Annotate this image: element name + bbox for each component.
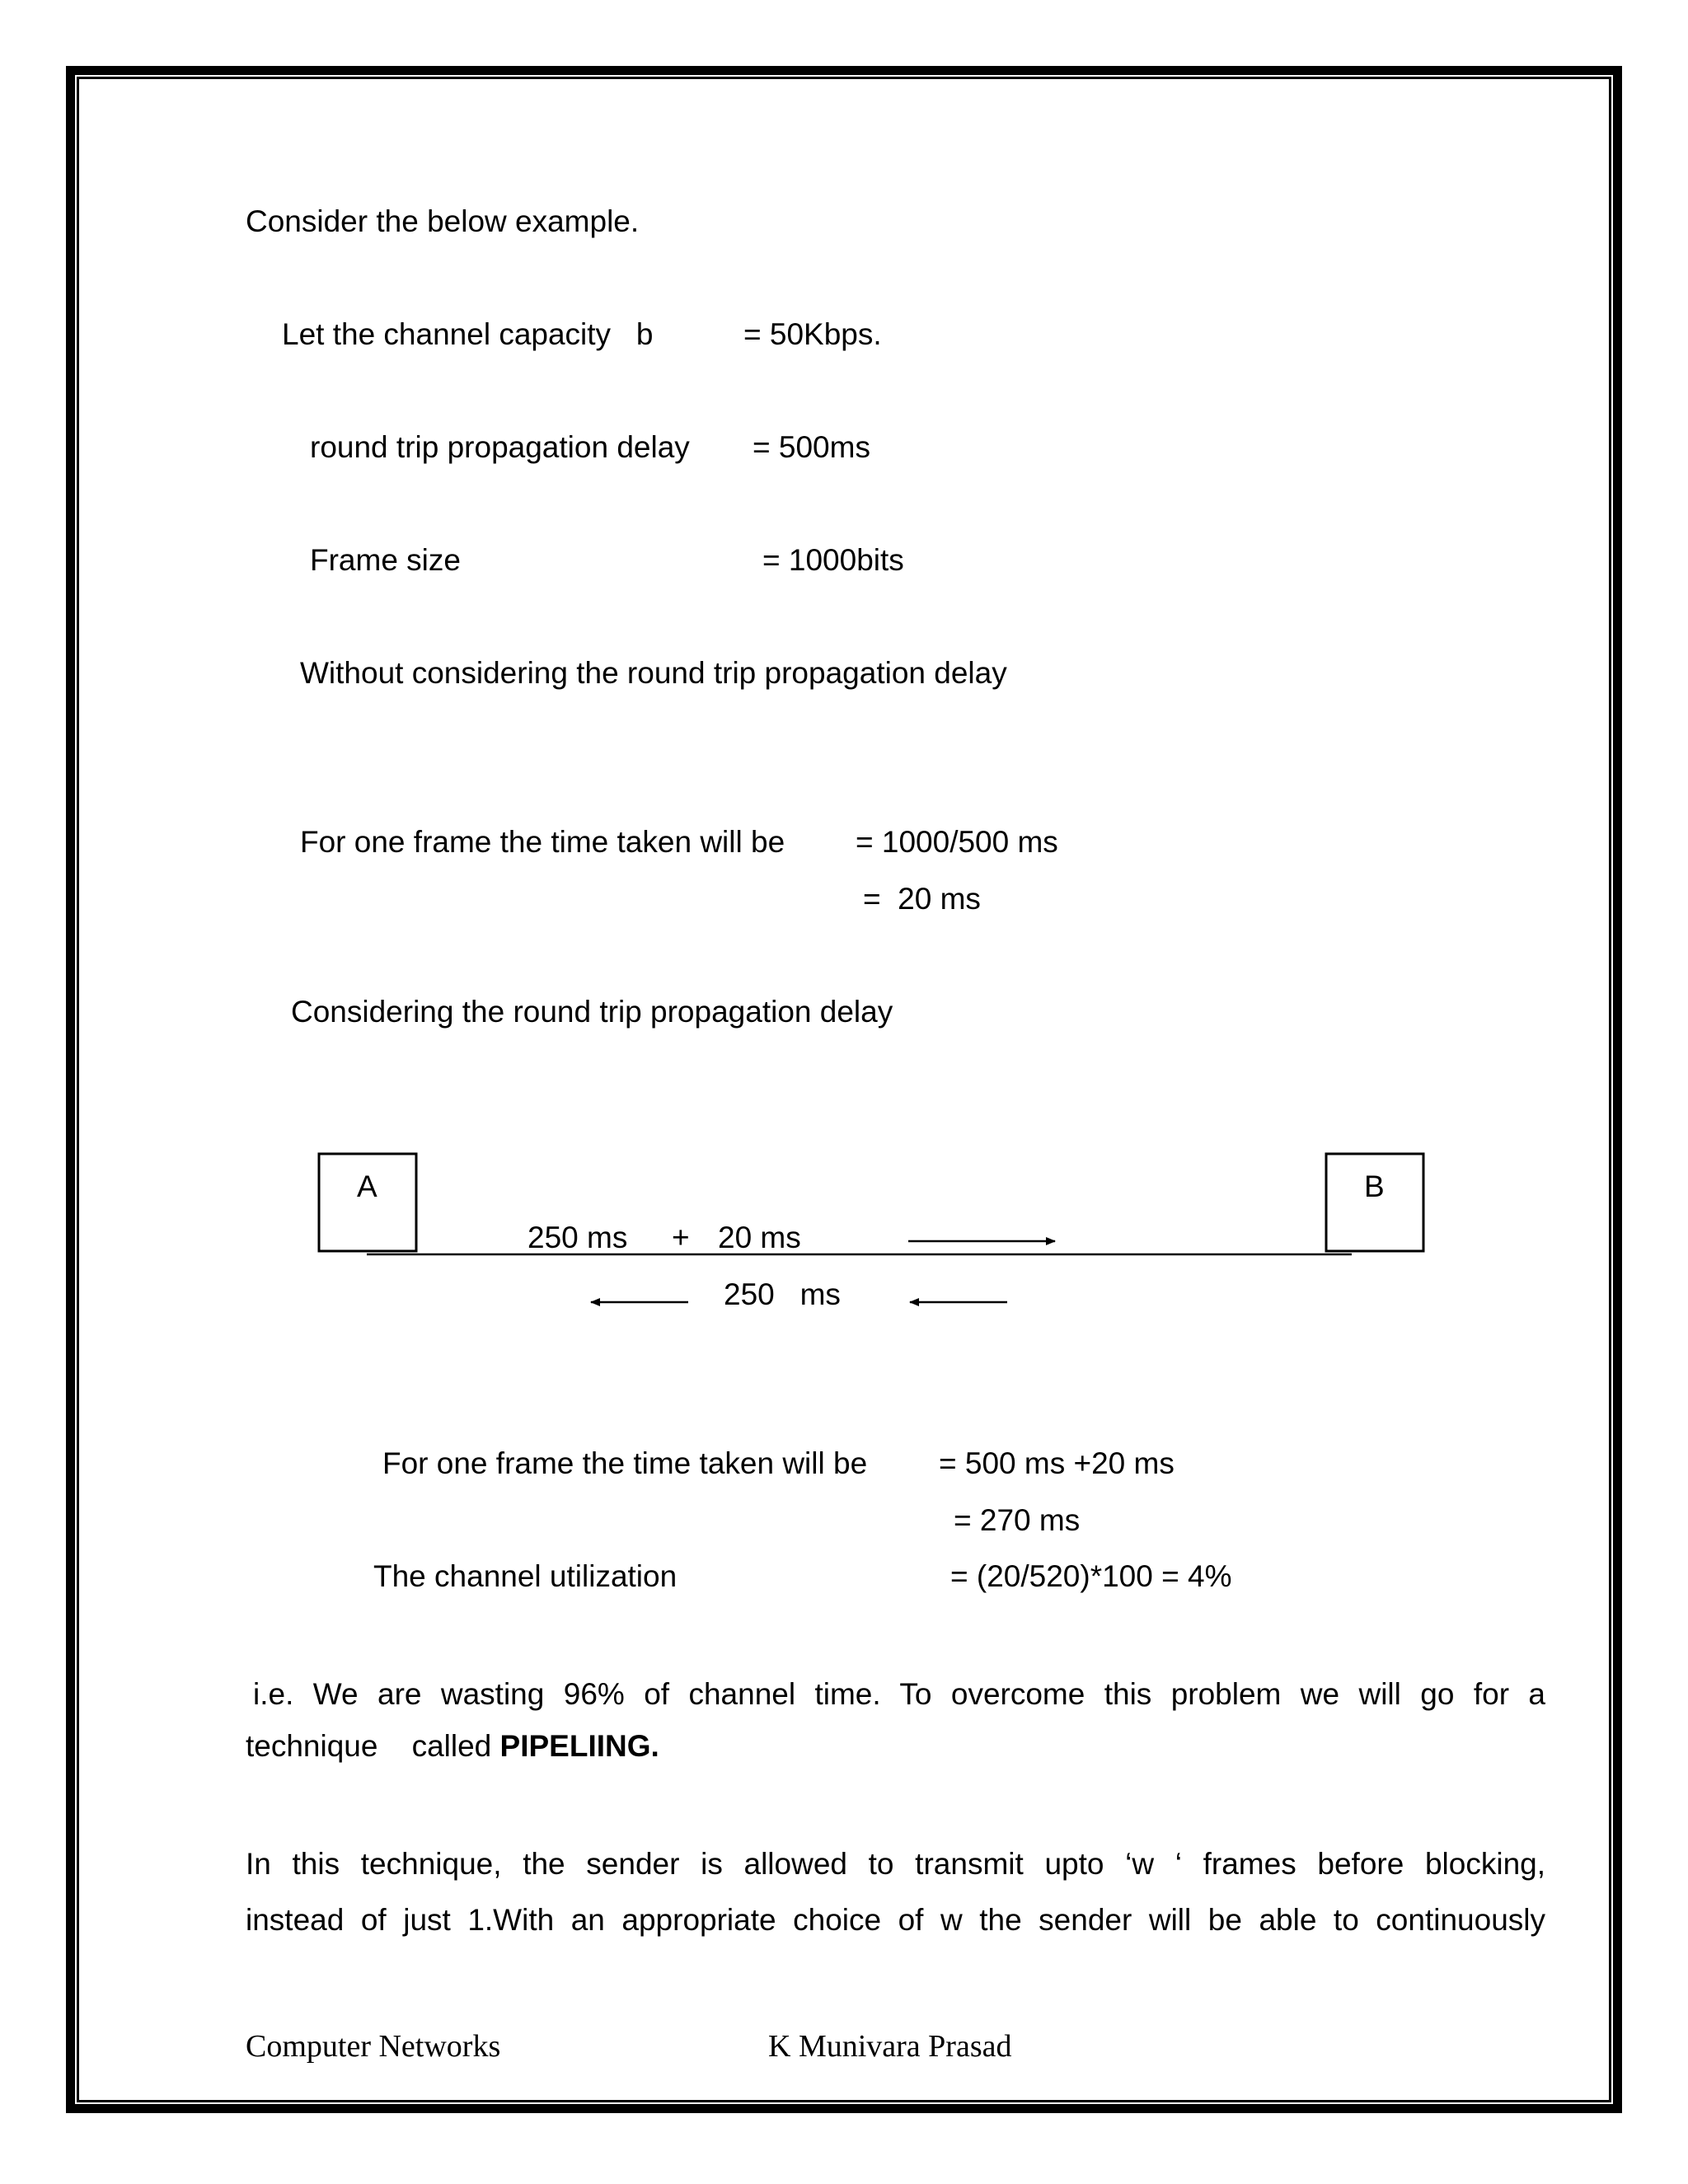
with-calc-line2: = 270 ms bbox=[954, 1503, 1081, 1537]
utilization-value: = (20/520)*100 = 4% bbox=[950, 1559, 1232, 1593]
without-calc-line1: = 1000/500 ms bbox=[856, 825, 1058, 859]
intro-text: Consider the below example. bbox=[246, 204, 640, 238]
forward-frame-time-label: 20 ms bbox=[718, 1221, 801, 1254]
paragraph-line-1: i.e. We are wasting 96% of channel time. To overcome this problem we will go for a bbox=[253, 1677, 1545, 1711]
forward-delay-label: 250 ms bbox=[528, 1221, 628, 1254]
paragraph-detail-line-1: In this technique, the sender is allowed to transmit upto ‘w ‘ frames before blocking, bbox=[246, 1847, 1545, 1881]
node-a-label: A bbox=[357, 1169, 377, 1203]
without-calc-line2: = 20 ms bbox=[863, 882, 981, 916]
paragraph-pipelining-intro bbox=[253, 1666, 1545, 1722]
with-calc-label: For one frame the time taken will be bbox=[382, 1446, 868, 1480]
without-calc-label: For one frame the time taken will be bbox=[300, 825, 785, 859]
node-b-label: B bbox=[1364, 1169, 1385, 1203]
pipelining-term: PIPELIING. bbox=[499, 1729, 659, 1763]
paragraph-line-2-prefix: technique called bbox=[246, 1729, 500, 1763]
paragraph-pipelining-detail bbox=[246, 1836, 1545, 1948]
footer-author: K Munivara Prasad bbox=[768, 2029, 1012, 2064]
param-label-delay: round trip propagation delay bbox=[310, 430, 690, 464]
param-label-capacity: Let the channel capacity b bbox=[282, 317, 654, 351]
paragraph-detail-line-2: instead of just 1.With an appropriate choice of w the sender will be able to continuously bbox=[246, 1903, 1545, 1937]
with-calc-line1: = 500 ms +20 ms bbox=[939, 1446, 1175, 1480]
param-label-frame-size: Frame size bbox=[310, 543, 461, 577]
paragraph-line-2 bbox=[246, 1728, 659, 1765]
footer-course: Computer Networks bbox=[246, 2029, 501, 2064]
param-value-frame-size: = 1000bits bbox=[762, 543, 904, 577]
with-heading: Considering the round trip propagation delay bbox=[291, 995, 893, 1029]
without-heading: Without considering the round trip propagation delay bbox=[300, 656, 1007, 690]
utilization-label: The channel utilization bbox=[373, 1559, 678, 1593]
forward-plus: + bbox=[672, 1221, 690, 1254]
return-delay-label: 250 ms bbox=[724, 1277, 841, 1311]
param-value-delay: = 500ms bbox=[753, 430, 870, 464]
param-value-capacity: = 50Kbps. bbox=[743, 317, 882, 351]
